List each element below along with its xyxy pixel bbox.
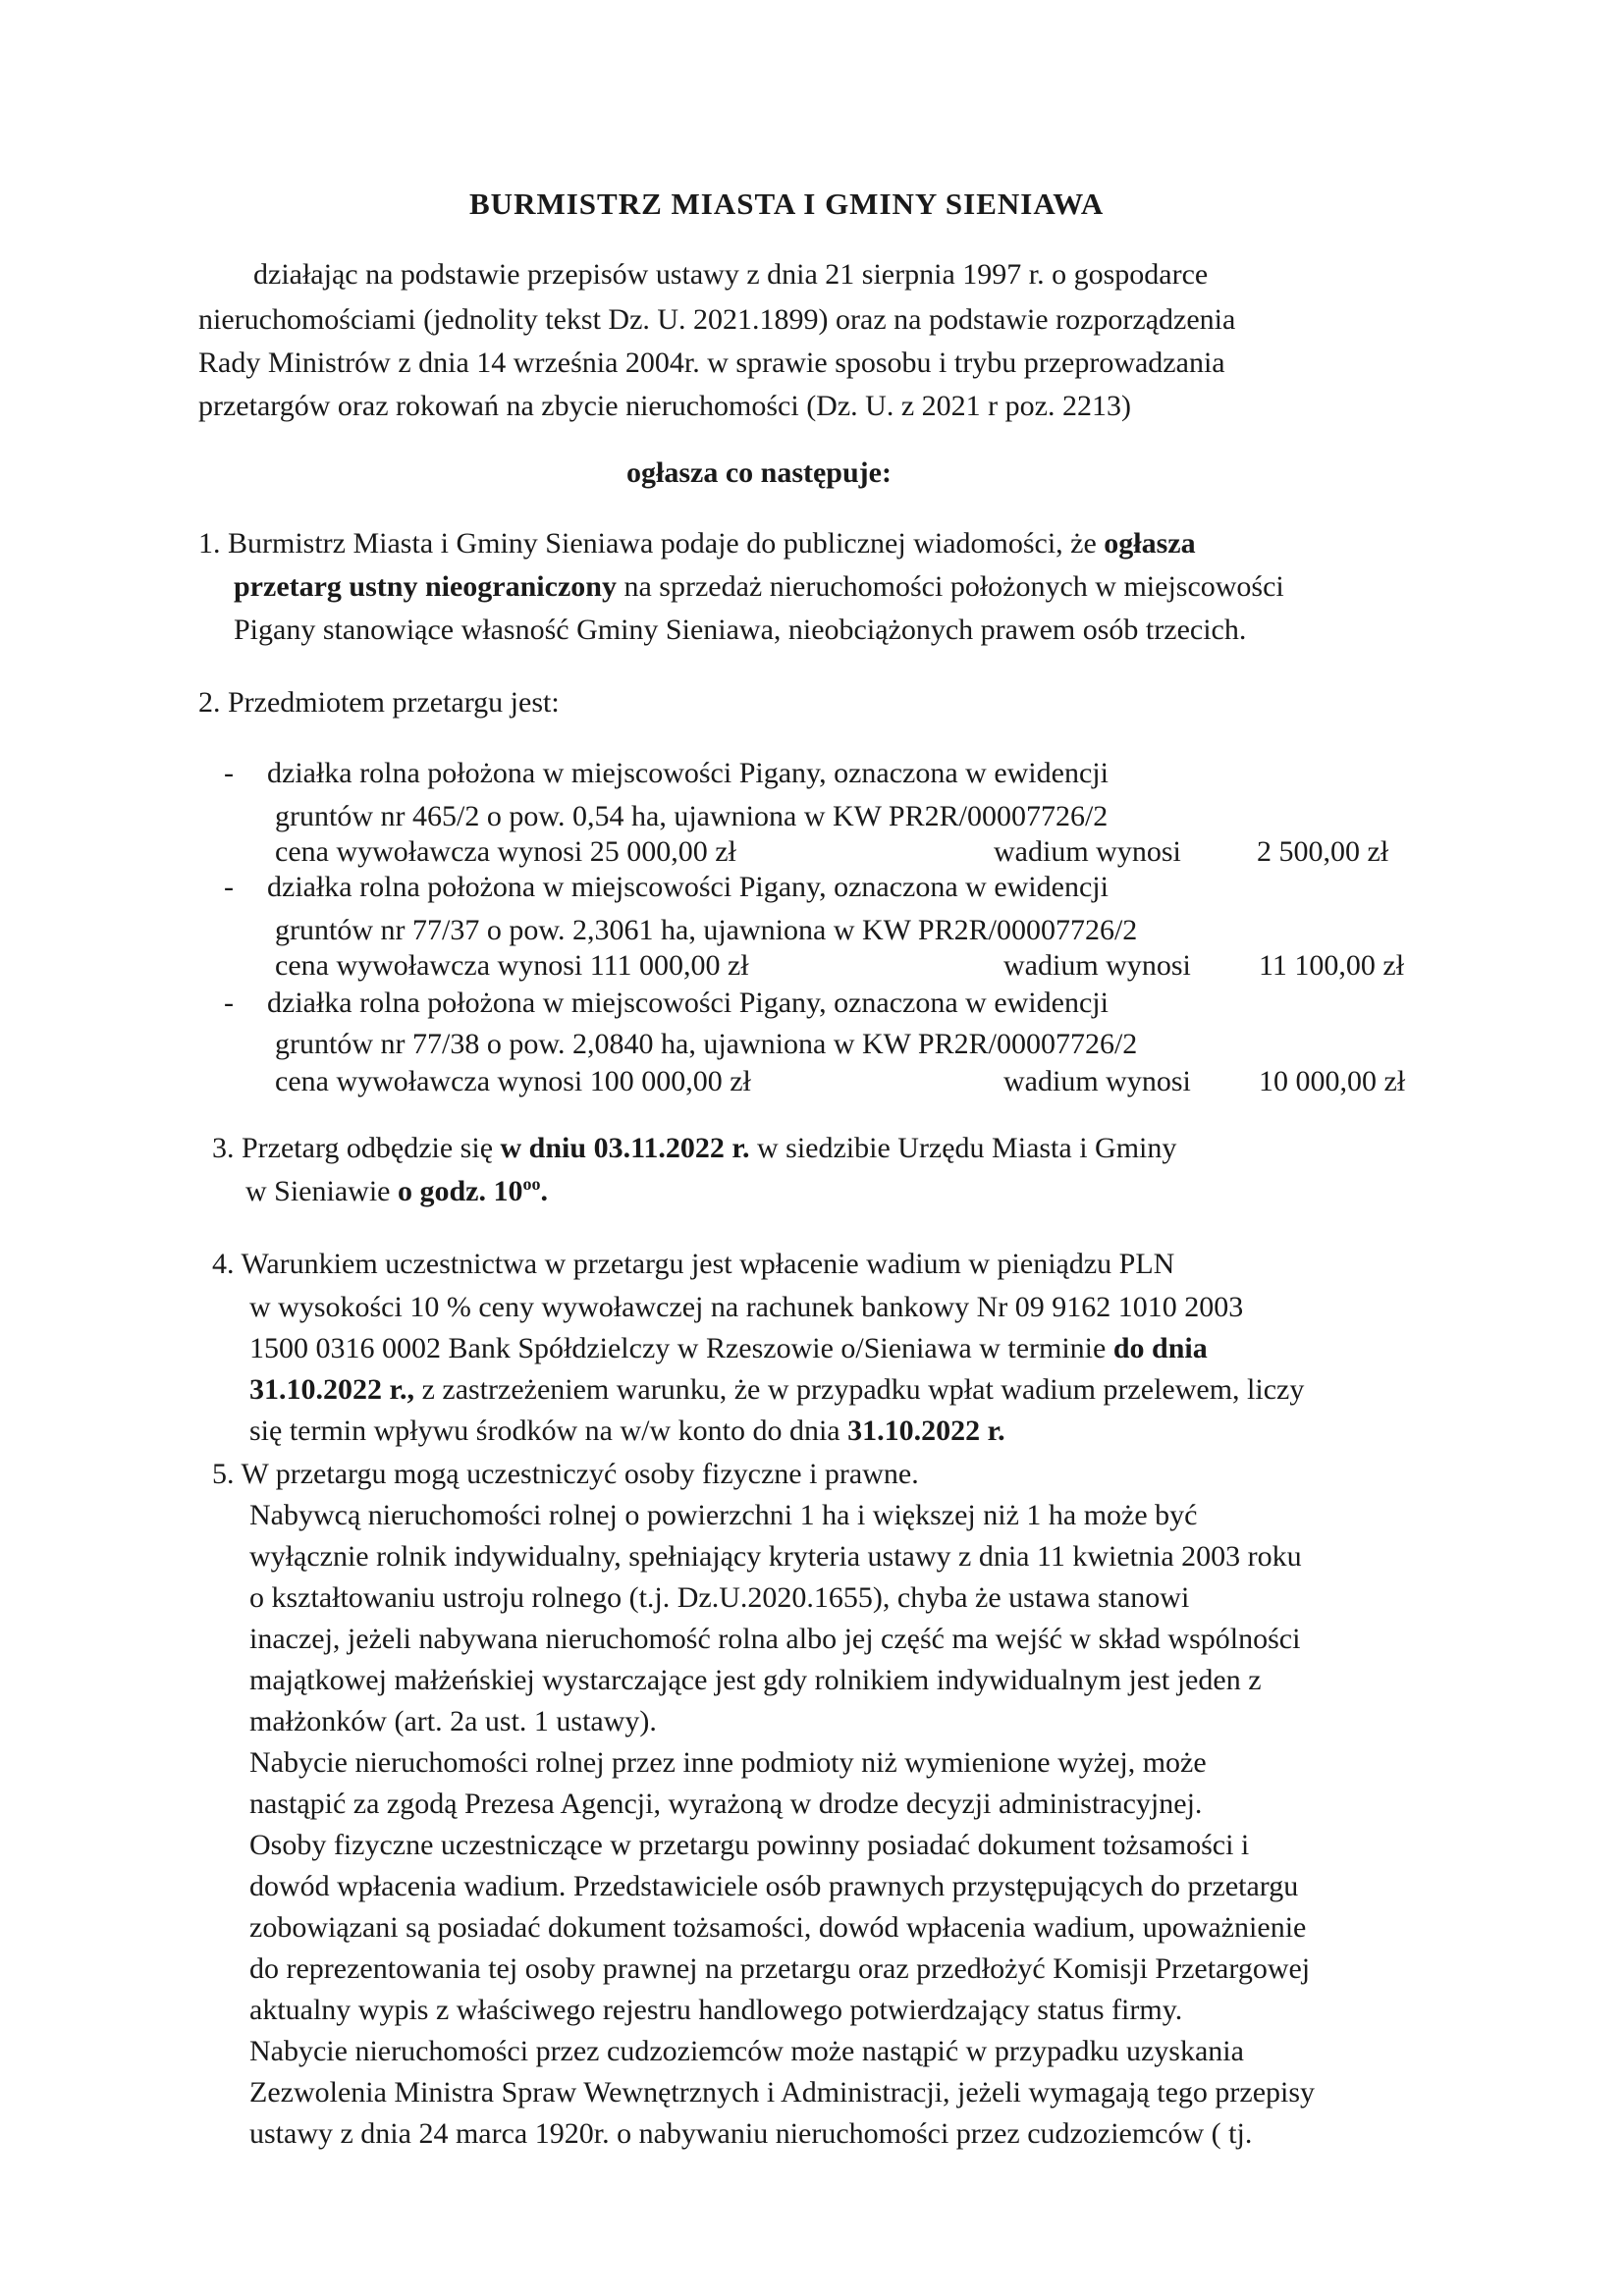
intro-line: przetargów oraz rokowań na zbycie nieruchomości (Dz. U. z 2021 r poz. 2213) [198, 390, 1131, 422]
section-5-line: dowód wpłacenia wadium. Przedstawiciele osób prawnych przystępujących do przetargu [249, 1870, 1299, 1902]
list-dash: - [224, 757, 234, 789]
section-3-line-2 [245, 1172, 548, 1211]
text: z zastrzeżeniem warunku, że w przypadku wpłat wadium przelewem, liczy [414, 1373, 1305, 1406]
plot-price: cena wywoławcza wynosi 111 000,00 zł [275, 949, 749, 982]
intro-line: działając na podstawie przepisów ustawy z dnia 21 sierpnia 1997 r. o gospodarce [253, 258, 1209, 291]
plot-price: cena wywoławcza wynosi 100 000,00 zł [275, 1065, 751, 1097]
section-1-line-1 [198, 524, 1196, 563]
section-5-line: 5. W przetargu mogą uczestniczyć osoby fizyczne i prawne. [212, 1458, 919, 1490]
bold-text: 31.10.2022 r., [249, 1373, 415, 1406]
section-5-line: Nabycie nieruchomości przez cudzoziemców może nastąpić w przypadku uzyskania [249, 2035, 1244, 2067]
bold-text: do dnia [1112, 1332, 1208, 1364]
plot-deposit-label: wadium wynosi [1003, 1065, 1191, 1097]
plot-price: cena wywoławcza wynosi 25 000,00 zł [275, 835, 736, 868]
section-3-line-1 [212, 1129, 1176, 1168]
plot-line-2: gruntów nr 77/37 o pow. 2,3061 ha, ujawniona w KW PR2R/00007726/2 [275, 914, 1138, 946]
plot-deposit-label: wadium wynosi [1003, 949, 1191, 982]
plot-deposit-value: 11 100,00 zł [1259, 949, 1405, 982]
section-1-line-2 [234, 567, 1284, 607]
list-dash: - [224, 871, 234, 903]
text: w siedzibie Urzędu Miasta i Gminy [749, 1132, 1177, 1164]
intro-line: Rady Ministrów z dnia 14 września 2004r. w sprawie sposobu i trybu przeprowadzania [198, 347, 1225, 379]
announce-heading: ogłasza co następuje: [626, 456, 892, 489]
section-5-line: do reprezentowania tej osoby prawnej na przetargu oraz przedłożyć Komisji Przetargowej [249, 1952, 1311, 1985]
intro-line: nieruchomościami (jednolity tekst Dz. U. 2021.1899) oraz na podstawie rozporządzenia [198, 303, 1236, 336]
section-5-line: wyłącznie rolnik indywidualny, spełniający kryteria ustawy z dnia 11 kwietnia 2003 roku [249, 1540, 1302, 1573]
section-5-line: aktualny wypis z właściwego rejestru handlowego potwierdzający status firmy. [249, 1994, 1183, 2026]
bold-text: przetarg ustny nieograniczony [234, 570, 617, 603]
plot-line-1: działka rolna położona w miejscowości Pigany, oznaczona w ewidencji [267, 871, 1109, 903]
section-5-line: Osoby fizyczne uczestniczące w przetargu powinny posiadać dokument tożsamości i [249, 1829, 1250, 1861]
text: w Sieniawie [245, 1175, 398, 1207]
section-5-line: Nabywcą nieruchomości rolnej o powierzchni 1 ha i większej niż 1 ha może być [249, 1499, 1198, 1531]
section-4-line [249, 1412, 1005, 1451]
document-title: BURMISTRZ MIASTA I GMINY SIENIAWA [469, 187, 1105, 221]
section-5-line: inaczej, jeżeli nabywana nieruchomość rolna albo jej część ma wejść w skład wspólności [249, 1623, 1301, 1655]
text: 3. Przetarg odbędzie się [212, 1132, 501, 1164]
section-5-line: Nabycie nieruchomości rolnej przez inne podmioty niż wymienione wyżej, może [249, 1746, 1207, 1779]
section-4-line [249, 1329, 1208, 1368]
section-2-heading: 2. Przedmiotem przetargu jest: [198, 686, 560, 719]
plot-line-2: gruntów nr 77/38 o pow. 2,0840 ha, ujawniona w KW PR2R/00007726/2 [275, 1028, 1138, 1060]
text: 1. Burmistrz Miasta i Gminy Sieniawa podaje do publicznej wiadomości, że [198, 527, 1105, 560]
time-dot: . [540, 1175, 548, 1207]
plot-line-1: działka rolna położona w miejscowości Pigany, oznaczona w ewidencji [267, 987, 1109, 1019]
section-5-line: małżonków (art. 2a ust. 1 ustawy). [249, 1705, 657, 1737]
date-bold: w dniu 03.11.2022 r. [500, 1132, 750, 1164]
time-text: o godz. 10 [397, 1175, 523, 1207]
time-superscript: oo [522, 1174, 541, 1194]
plot-deposit-value: 2 500,00 zł [1257, 835, 1389, 868]
text: na sprzedaż nieruchomości położonych w miejscowości [616, 570, 1284, 603]
plot-deposit-value: 10 000,00 zł [1259, 1065, 1406, 1097]
text: 1500 0316 0002 Bank Spółdzielczy w Rzeszowie o/Sieniawa w terminie [249, 1332, 1113, 1364]
bold-text: ogłasza [1104, 527, 1196, 560]
section-4-line [249, 1370, 1304, 1410]
section-5-line: nastąpić za zgodą Prezesa Agencji, wyrażoną w drodze decyzji administracyjnej. [249, 1788, 1203, 1820]
plot-deposit-label: wadium wynosi [994, 835, 1181, 868]
time-bold [398, 1175, 548, 1207]
text: się termin wpływu środków na w/w konto do dnia [249, 1415, 848, 1447]
section-4-line: w wysokości 10 % ceny wywoławczej na rachunek bankowy Nr 09 9162 1010 2003 [249, 1291, 1244, 1323]
section-5-line: ustawy z dnia 24 marca 1920r. o nabywaniu nieruchomości przez cudzoziemców ( tj. [249, 2117, 1253, 2150]
section-5-line: o kształtowaniu ustroju rolnego (t.j. Dz.U.2020.1655), chyba że ustawa stanowi [249, 1581, 1190, 1614]
plot-line-2: gruntów nr 465/2 o pow. 0,54 ha, ujawniona w KW PR2R/00007726/2 [275, 800, 1109, 832]
list-dash: - [224, 987, 234, 1019]
section-5-line: Zezwolenia Ministra Spraw Wewnętrznych i Administracji, jeżeli wymagają tego przepisy [249, 2076, 1316, 2109]
section-4-line: 4. Warunkiem uczestnictwa w przetargu jest wpłacenie wadium w pieniądzu PLN [212, 1248, 1175, 1280]
section-5-line: majątkowej małżeńskiej wystarczające jest gdy rolnikiem indywidualnym jest jeden z [249, 1664, 1262, 1696]
plot-line-1: działka rolna położona w miejscowości Pigany, oznaczona w ewidencji [267, 757, 1109, 789]
section-5-line: zobowiązani są posiadać dokument tożsamości, dowód wpłacenia wadium, upoważnienie [249, 1911, 1307, 1944]
section-1-line-3: Pigany stanowiące własność Gminy Sieniawa, nieobciążonych prawem osób trzecich. [234, 614, 1247, 646]
bold-text: 31.10.2022 r. [847, 1415, 1005, 1447]
